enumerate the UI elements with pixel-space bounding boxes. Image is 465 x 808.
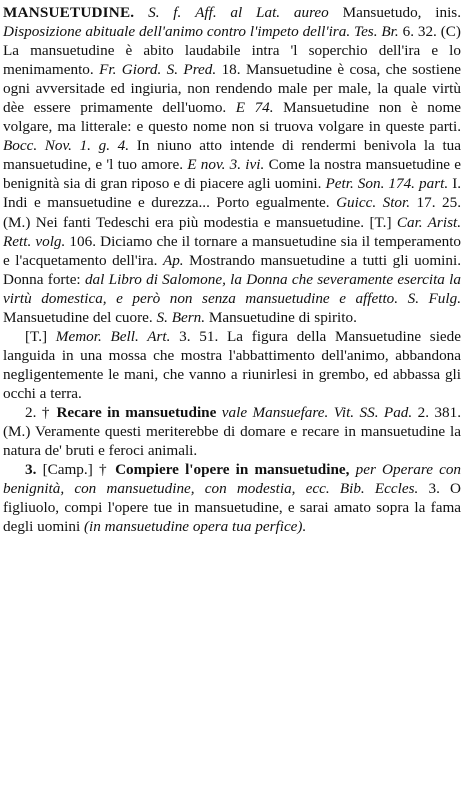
citation-text: In niuno atto intende di rendermi benivola la tua mansuetudine, e 'l tuo amore. [3,137,461,174]
citation-ref: Bocc. Nov. 1. g. 4. [3,137,130,155]
lat-label: Lat. aureo [256,4,329,21]
citation-latin: (in mansuetudine opera tua perfice). [84,518,307,536]
citation-num: 18. [221,61,241,79]
citation-ref: Vit. SS. Pad. [333,403,413,421]
aff-text: al [230,4,243,21]
definition: Disposizione abituale dell'animo contro l'impeto dell'ira. [3,23,351,41]
entry-first-paragraph [3,3,461,327]
entry-second-paragraph [3,327,461,403]
citation-text: Nei fanti Tedeschi era più modestia e mansuetudine. [35,213,365,231]
dagger-mark: † [41,403,52,421]
sense-2 [3,403,461,460]
tag-label: [T.] [25,327,48,345]
citation-num: 2. 381. (M.) [3,403,461,441]
dagger-mark: † [98,461,109,479]
citation-num: 17. 25. (M.) [3,194,462,231]
citation-ref: Petr. Son. 174. part. [325,175,449,193]
sense-gloss: vale Mansuefare. [221,403,329,421]
lat-word: Mansuetudo, inis. [342,4,461,21]
citation-num: 106. [69,232,96,250]
citation-ref: E 74. [235,99,274,117]
citation-ref: Tes. Br. [354,23,399,41]
sense-3 [3,460,461,536]
citation-text: Come la nostra mansuetudine e benignità sia di gran riposo e di piacere agli uomini. [3,156,462,193]
citation-num: 3. [428,480,440,498]
citation-text: Diciamo che il tornare a mansuetudine sia il temperamento e l'acquetamento dell'ira. [3,232,462,269]
citation-ref: Memor. Bell. Art. [55,327,171,345]
citation-ref: Guicc. Stor. [336,194,411,212]
citation-ref: Bib. Eccles. [339,480,419,498]
sense-number: 3. [25,461,37,479]
citation-ref: E nov. 3. ivi. [187,156,265,174]
citation-gloss: dal Libro di Salomone, la Donna che severamente esercita la virtù domestica, e però non senza mansuetudine e affetto. [3,270,461,307]
citation-text: Mansuetudine non è nome volgare, ma litterale: e questo nome non si truova volgare in queste parti. [3,99,462,136]
citation-text: Donna forte: [3,270,81,288]
grammar-label: S. f. [148,4,182,21]
citation-text: Veramente questi meriterebbe di domare e recare in mansuetudine la natura de' bruti e feroci animali. [3,423,461,460]
tag-label: [Camp.] [42,461,93,479]
tag-label: [T.] [369,213,392,231]
citation-text: Mansuetudine è cosa, che sostiene ogni avversitade ed ingiuria, non rendendo male per male, la quale virtù dèe essere primamente dell'uomo. [3,61,462,117]
citation-ref: S. Fulg. [407,289,462,307]
aff-label: Aff. [195,4,217,21]
citation-text: Mansuetudine del cuore. [3,308,153,326]
citation-ref: S. Bern. [156,308,206,326]
headword: MANSUETUDINE. [3,4,135,21]
citation-text: Mansuetudine di spirito. [208,308,357,326]
sense-phrase: Compiere l'opere in mansuetudine, [115,461,350,479]
sense-gloss: per Operare con benignità, con mansuetudine, con modestia, ecc. [3,461,462,498]
citation-text: O figliuolo, compi l'opere tue in mansuetudine, e sarai amato sopra la fama degli uomini [3,480,462,536]
citation-num: 3. 51. [179,327,219,345]
citation-ref: Car. Arist. Rett. volg. [3,213,461,250]
citation-ref: Ap. [162,251,184,269]
citation-num: 6. 32. (C) [402,23,461,41]
citation-ref: Fr. Giord. S. Pred. [99,61,217,79]
citation-text: Indi e mansuetudine e durezza... Porto egualmente. [3,194,330,212]
citation-text: Mostrando mansuetudine a tutti gli uomini. [189,251,462,269]
sense-number: 2. [25,403,37,421]
citation-text: La mansuetudine è abito laudabile intra 'l soperchio dell'ira e lo menimamento. [3,42,461,79]
citation-text: La figura della Mansuetudine siede languida in una mossa che mostra l'abbattimento dell'animo, abbandona negligentemente le mani, che vanno a riunirlesi in grembo, ed abbassa gli occhi a terra. [3,327,461,402]
citation-num: I. [452,175,462,193]
sense-phrase: Recare in mansuetudine [56,403,217,421]
